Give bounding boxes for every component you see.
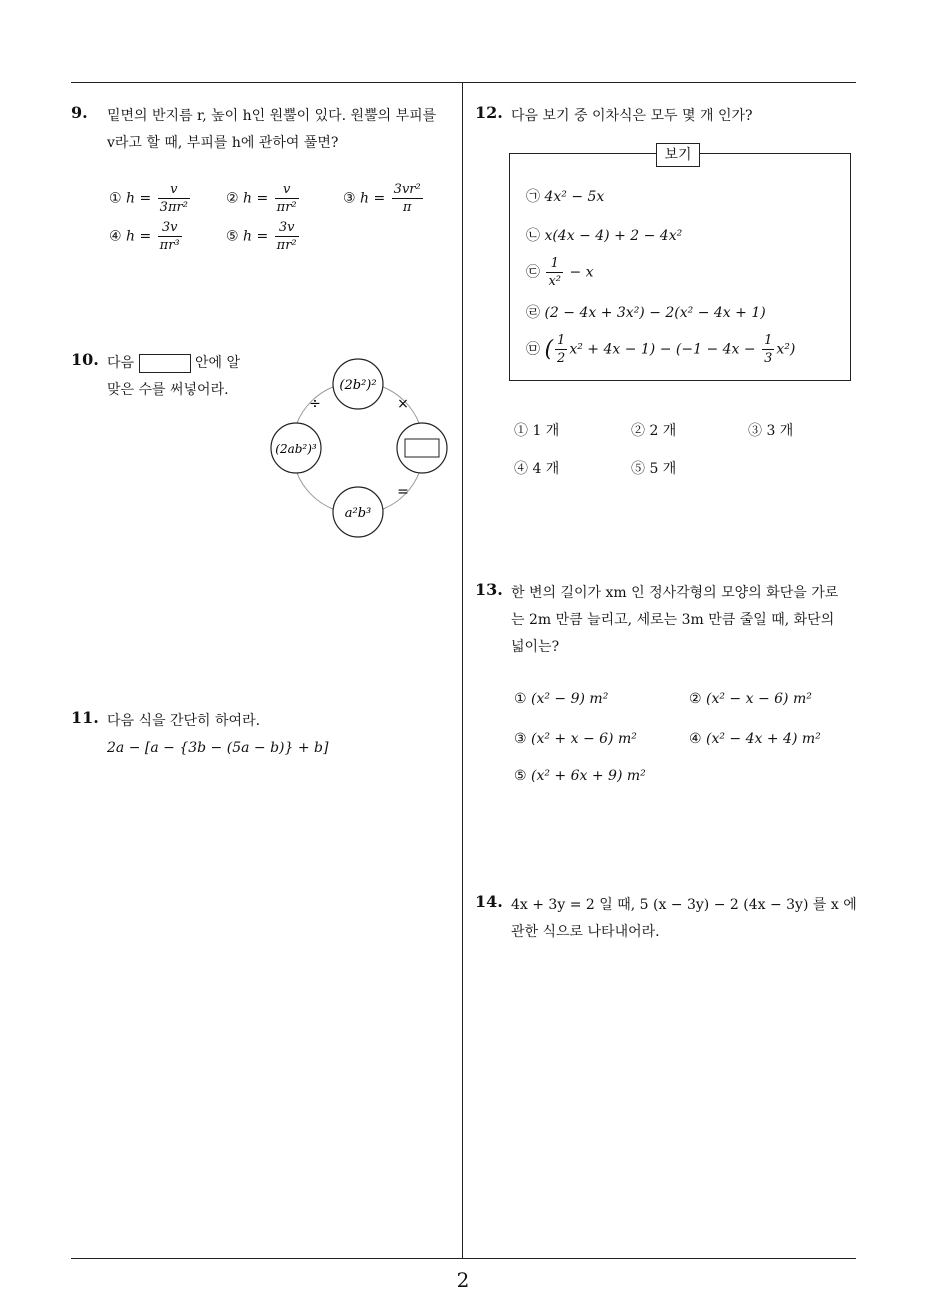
fraction: $\frac{v}{\text{3πr²}}$ <box>159 182 188 215</box>
top-rule <box>71 82 856 83</box>
question-line-1: 밑면의 반지름 r, 높이 h인 원뿔이 있다. 원뿔의 부피를 <box>107 108 437 124</box>
option-3[interactable]: ③ h = $\frac{\text{3vr²}}{\pi}$ <box>343 182 421 215</box>
q12-option-5[interactable]: ⑤ 5 개 <box>631 461 677 477</box>
question-13 <box>475 580 860 670</box>
fraction: $\frac{3v}{\text{πr³}}$ <box>159 220 180 253</box>
question-text <box>107 708 447 762</box>
bogi-item-3: ㉢ $\frac{1}{\text{x²}}$ − x <box>526 256 594 289</box>
question-number: 14. <box>475 892 503 911</box>
question-9 <box>71 103 456 263</box>
question-number: 12. <box>475 103 503 122</box>
option-4[interactable]: ④ h = $\frac{3v}{\text{πr³}}$ <box>109 220 180 253</box>
cycle-diagram <box>268 352 454 542</box>
question-line-1: 다음 안에 알 <box>107 355 240 371</box>
answer-box[interactable] <box>405 439 439 457</box>
question-line-2: v라고 할 때, 부피를 h에 관하여 풀면? <box>107 135 339 151</box>
question-line-1: 다음 식을 간단히 하여라. <box>107 713 261 729</box>
option-5[interactable]: ⑤ h = $\frac{3v}{\text{πr²}}$ <box>226 220 297 253</box>
question-line-1: 4x + 3y = 2 일 때, 5 (x − 3y) − 2 (4x − 3y) 를 x 에 <box>511 897 857 913</box>
question-line-2: 관한 식으로 나타내어라. <box>511 924 660 940</box>
q12-option-3[interactable]: ③ 3 개 <box>748 423 794 439</box>
node-left-expr: (2ab²)³ <box>275 442 317 456</box>
expression: 2a − [a − {3b − (5a − b)} + b] <box>107 740 329 756</box>
node-bottom-expr: a²b³ <box>344 506 372 521</box>
times-operator: × <box>397 396 409 412</box>
bogi-item-4: ㉣ (2 − 4x + 3x²) − 2(x² − 4x + 1) <box>526 305 766 321</box>
question-text <box>107 103 457 157</box>
q13-option-4[interactable]: ④ (x² − 4x + 4) m² <box>689 731 821 747</box>
bogi-item-1: ㉠ 4x² − 5x <box>526 189 605 205</box>
divide-operator: ÷ <box>309 396 321 412</box>
q13-option-2[interactable]: ② (x² − x − 6) m² <box>689 691 812 707</box>
bottom-rule <box>71 1258 856 1259</box>
equals-operator: = <box>397 484 409 500</box>
q12-option-2[interactable]: ② 2 개 <box>631 423 677 439</box>
fraction: $\frac{1}{3}$ <box>764 333 773 366</box>
column-divider <box>462 82 463 1258</box>
bogi-item-5: ㉤ ( $\frac{1}{2}$ x² + 4x − 1) − (−1 − 4x − $\frac{1}{3}$ x²) <box>526 333 796 366</box>
question-line-1: 한 변의 길이가 xm 인 정사각형의 모양의 화단을 가로 <box>511 585 839 601</box>
fraction: $\frac{3v}{\text{πr²}}$ <box>276 220 297 253</box>
q13-option-3[interactable]: ③ (x² + x − 6) m² <box>514 731 637 747</box>
fraction: $\frac{v}{\text{πr²}}$ <box>276 182 297 215</box>
question-line-3: 넓이는? <box>511 639 560 655</box>
q13-option-5[interactable]: ⑤ (x² + 6x + 9) m² <box>514 768 646 784</box>
question-number: 11. <box>71 708 99 727</box>
node-top-expr: (2b²)² <box>339 378 377 393</box>
question-line-2: 는 2m 만큼 늘리고, 세로는 3m 만큼 줄일 때, 화단의 <box>511 612 835 628</box>
q12-option-4[interactable]: ④ 4 개 <box>514 461 560 477</box>
option-2[interactable]: ② h = $\frac{v}{\text{πr²}}$ <box>226 182 297 215</box>
question-14 <box>475 892 860 952</box>
question-text: 다음 보기 중 이차식은 모두 몇 개 인가? <box>511 108 753 124</box>
question-text <box>511 580 857 661</box>
bogi-title: 보기 <box>656 143 700 167</box>
question-line-2: 맞은 수를 써넣어라. <box>107 382 229 398</box>
page-number: 2 <box>456 1268 470 1292</box>
question-number: 9. <box>71 103 88 122</box>
question-text <box>511 892 857 946</box>
fraction: $\frac{1}{2}$ <box>557 333 566 366</box>
question-number: 13. <box>475 580 503 599</box>
answer-blank-box <box>139 354 191 373</box>
option-1[interactable]: ① h = $\frac{v}{\text{3πr²}}$ <box>109 182 188 215</box>
fraction: $\frac{1}{\text{x²}}$ <box>548 256 561 289</box>
question-text <box>107 350 287 404</box>
q12-option-1[interactable]: ① 1 개 <box>514 423 560 439</box>
question-12 <box>475 103 855 133</box>
q13-option-1[interactable]: ① (x² − 9) m² <box>514 691 609 707</box>
bogi-item-2: ㉡ x(4x − 4) + 2 − 4x² <box>526 228 683 244</box>
question-number: 10. <box>71 350 99 369</box>
question-11 <box>71 708 456 768</box>
fraction: $\frac{\text{3vr²}}{\pi}$ <box>393 182 421 215</box>
